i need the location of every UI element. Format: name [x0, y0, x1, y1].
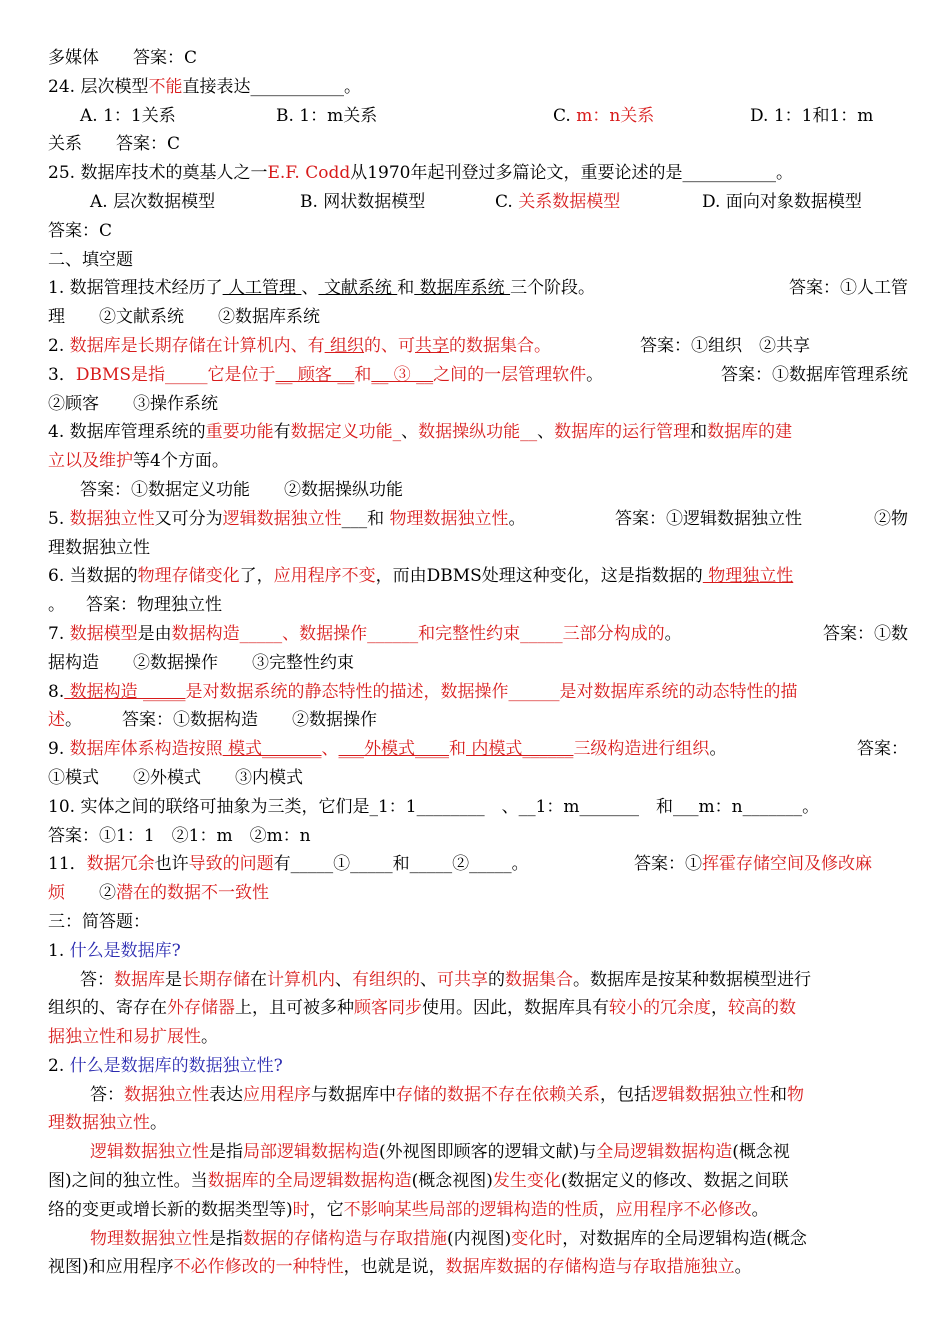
text-span: ②顾客 ③操作系统 [48, 393, 218, 414]
text-span: 、 [537, 422, 555, 443]
underlined-answer: 模式_______ [222, 739, 322, 760]
text-span: 理数据独立性 [48, 537, 150, 558]
text-line [48, 649, 908, 678]
highlight-span: 数据独立性 [124, 1084, 209, 1105]
highlight-span: 较高的数 [728, 998, 796, 1019]
text-span: 图)之间的独立性。当 [48, 1171, 208, 1192]
text-span: ，也就是说， [343, 1257, 446, 1278]
answer: 答案：①数据构造 ②数据操作 [122, 710, 377, 731]
text-span: 、 [420, 969, 437, 990]
fill-7 [48, 620, 908, 649]
text-span: (数据定义的修改、数据之间联 [560, 1171, 789, 1192]
text-span: 和 [367, 508, 385, 529]
text-line [48, 303, 908, 332]
highlight-span: 较小的冗余度 [609, 998, 711, 1019]
text-span: 。 [734, 1257, 752, 1278]
text-span: 有 [273, 854, 291, 875]
text-span: 从1970年起刊登过多篇论文，重要论述的是 [350, 163, 683, 184]
highlight-span: 它是位于 [207, 364, 276, 385]
text-line [48, 217, 908, 246]
highlight-span: 数据库 [114, 969, 165, 990]
answer-line [48, 476, 908, 505]
text-span: 25. 数据库技术的奠基人之一 [48, 163, 268, 184]
highlight-span: 数据冗余 [86, 854, 155, 875]
highlight-span: 数据操作______ [440, 681, 560, 702]
highlight-span: 数据库的建 [707, 422, 793, 443]
underlined-answer: 数据库系统 [414, 278, 511, 299]
option-d: D. 1：1和1：m [750, 105, 874, 126]
highlight-span: 导致的问题 [188, 854, 274, 875]
text-span: 答： [90, 1084, 124, 1105]
text-span: C. [495, 191, 519, 212]
highlight-span: 是对数据库系统的动态特性的描 [559, 681, 798, 702]
highlight-span: 数据构造_____ [171, 623, 283, 644]
text-span: 上，且可被多种 [235, 998, 354, 1019]
text-span: 、 [401, 422, 419, 443]
highlight-span: 顾客同步 [354, 998, 422, 1019]
underlined-answer: 组织 [324, 335, 365, 356]
text-span: (概念视图) [411, 1171, 493, 1192]
highlight-span: 的数据集合。 [449, 335, 552, 356]
highlight-span: 、 [321, 739, 339, 760]
highlight-span: 计算机内 [267, 969, 335, 990]
text-span: 2. [48, 335, 70, 356]
text-line [48, 591, 908, 620]
highlight-span: 应用程序 [243, 1084, 311, 1105]
text-span: 4. 数据库管理系统的 [48, 422, 206, 443]
text-line [48, 1253, 908, 1282]
text-span: 视图)和应用程序 [48, 1257, 174, 1278]
highlight-span: m：n关系 [576, 105, 655, 126]
text-span: 答案：C [48, 220, 113, 241]
text-span: 2. [48, 1055, 70, 1076]
text-span: ， [711, 998, 728, 1019]
text-line [48, 1138, 908, 1167]
highlight-span: 和完整性约束_____ [418, 623, 563, 644]
options-24 [48, 102, 908, 131]
highlight-span: 据独立性和易扩展性 [48, 1027, 201, 1048]
text-span: 7. [48, 623, 70, 644]
answer-line [48, 1081, 908, 1110]
highlight-span: 数据库的运行管理 [554, 422, 691, 443]
question-2 [48, 1052, 908, 1081]
highlight-span: 变化时 [511, 1228, 563, 1249]
highlight-span: 重要功能 [205, 422, 274, 443]
highlight-span: 逻辑数据独立性 [222, 508, 342, 529]
underlined-answer: 内模式______ [466, 739, 574, 760]
text-span: 。 [709, 739, 727, 760]
question-1 [48, 937, 908, 966]
highlight-span: 物理数据独立性 [389, 508, 509, 529]
text-span: 答： [80, 969, 114, 990]
options-25 [48, 188, 908, 217]
blank: _____ [165, 364, 208, 385]
text-span: 使用。因此，数据库具有 [422, 998, 609, 1019]
highlight-span: 和 [354, 364, 372, 385]
question-25 [48, 159, 908, 188]
text-span: 。数据库是按某种数据模型进行 [573, 969, 811, 990]
text-span: 组织的、寄存在 [48, 998, 167, 1019]
highlight-span: 时 [292, 1199, 310, 1220]
answer: 答案：①数 [823, 623, 908, 644]
text-span: 。 [508, 508, 526, 529]
highlight-span: 数据库数据的存储构造与存取措施独立 [445, 1257, 735, 1278]
text-line [48, 1023, 908, 1052]
highlight-span: 是对数据系统的静态特性的描述， [185, 681, 441, 702]
text-span: 在 [250, 969, 267, 990]
document-page [48, 44, 908, 1282]
highlight-span: 潜在的数据不一致性 [116, 883, 269, 904]
highlight-span: 数据的存储构造与存取措施 [243, 1228, 447, 1249]
text-span: 6. 当数据的 [48, 566, 138, 587]
option-d: D. 面向对象数据模型 [702, 191, 862, 212]
highlight-span: 挥霍存储空间及修改麻 [702, 854, 872, 875]
text-span: 。 [751, 1199, 769, 1220]
text-line [48, 822, 908, 851]
text-span: 是指 [209, 1142, 243, 1163]
highlight-span: 数据库是长期存储在计算机内、有 [69, 335, 325, 356]
fill-6 [48, 562, 908, 591]
text-span: 直接表达 [182, 76, 251, 97]
fill-1 [48, 274, 908, 303]
underlined-answer: 物理独立性 [702, 566, 794, 587]
fill-9 [48, 735, 908, 764]
text-span: (概念视 [732, 1142, 790, 1163]
blank: _____①_____ [290, 854, 393, 875]
text-line [48, 994, 908, 1023]
question-title: 什么是数据库的数据独立性? [69, 1055, 283, 1076]
text-span: 据构造 ②数据操作 ③完整性约束 [48, 652, 354, 673]
highlight-span: 数据操作______ [299, 623, 419, 644]
highlight-span: E.F. Codd [267, 163, 351, 184]
highlight-span: 数据集合 [505, 969, 573, 990]
highlight-span: 数据模型 [69, 623, 138, 644]
underlined-answer: 文献系统 [318, 278, 398, 299]
text-span: ② [65, 883, 116, 904]
highlight-span: 外存储器 [167, 998, 235, 1019]
answer: 答案： [857, 739, 908, 760]
text-span: 。 [201, 1027, 218, 1048]
text-span: 关系 答案：C [48, 134, 181, 155]
highlight-span: 关系数据模型 [518, 191, 621, 212]
highlight-span: 物理存储变化 [137, 566, 240, 587]
text-span: 10. 实体之间的联络可抽象为三类，它们是_1：1________ 、__1：m_______ 和___m：n_______。 [48, 796, 820, 817]
text-span: 。 [150, 1113, 167, 1134]
highlight-span: 和 [449, 739, 467, 760]
text-span: 多媒体 答案：C [48, 48, 198, 68]
highlight-span: 逻辑数据独立性 [651, 1084, 770, 1105]
text-span: 。 [664, 623, 682, 644]
text-span: 9. [48, 739, 70, 760]
option-b: B. 网状数据模型 [300, 191, 426, 212]
fill-2 [48, 332, 908, 361]
text-line [48, 879, 908, 908]
blank: _____②_____ [409, 854, 512, 875]
text-span: 和 [397, 278, 415, 299]
text-span: 三个阶段。 [510, 278, 596, 299]
question-title: 什么是数据库? [69, 940, 181, 961]
text-span: 11． [48, 854, 87, 875]
highlight-span: 全局逻辑数据构造 [596, 1142, 733, 1163]
text-span: 。 [65, 710, 82, 731]
option-b: B. 1：m关系 [276, 105, 378, 126]
text-span: 和 [770, 1084, 787, 1105]
text-line [48, 1109, 908, 1138]
highlight-span: 三级构造进行组织 [573, 739, 710, 760]
blank: ___________ [250, 76, 344, 97]
fill-8 [48, 678, 908, 707]
highlight-span: 不影响某些局部的逻辑构造的性质 [343, 1199, 599, 1220]
text-span: 又可分为 [154, 508, 223, 529]
text-line [48, 1225, 908, 1254]
text-span: 。 [586, 364, 604, 385]
option-c [495, 188, 620, 217]
text-span: ， [598, 1199, 616, 1220]
answer: ②物 [874, 508, 908, 529]
text-span: 。 [343, 76, 361, 97]
text-span: 表达 [209, 1084, 243, 1105]
highlight-span: 数据操纵功能__ [418, 422, 538, 443]
highlight-span: DBMS是指 [75, 364, 166, 385]
highlight-span: 数据库体系构造按照 [69, 739, 223, 760]
text-span: (内视图) [447, 1228, 512, 1249]
question-24 [48, 73, 908, 102]
text-span: 。 [511, 854, 529, 875]
text-line [48, 447, 908, 476]
text-span: (外视图即顾客的逻辑文献)与 [379, 1142, 597, 1163]
text-line [48, 1196, 908, 1225]
answer: 答案：物理独立性 [86, 595, 222, 616]
text-span: 等4个方面。 [133, 451, 229, 472]
highlight-span: 发生变化 [492, 1171, 561, 1192]
text-span: 也许 [154, 854, 189, 875]
fill-3 [48, 361, 908, 390]
option-c [553, 102, 654, 131]
underlined-answer: 共享 [415, 335, 450, 356]
text-span: 、 [335, 969, 352, 990]
fill-5 [48, 505, 908, 534]
blank: ___ [341, 508, 368, 529]
highlight-span: 烦 [48, 883, 65, 904]
text-line [48, 390, 908, 419]
option-a: A. 层次数据模型 [90, 191, 216, 212]
blank: ___________ [682, 163, 776, 184]
text-span: ，对数据库的全局逻辑构造(概念 [562, 1228, 807, 1249]
text-span: ，包括 [600, 1084, 651, 1105]
text-span: 。 [48, 595, 65, 616]
highlight-span: 述 [48, 710, 65, 731]
text-span: 5. [48, 508, 70, 529]
highlight-span: 数据库的全局逻辑数据构造 [207, 1171, 412, 1192]
text-span: 有 [273, 422, 291, 443]
highlight-span: 理数据独立性 [48, 1113, 150, 1134]
highlight-span: 长期存储 [182, 969, 250, 990]
highlight-span: 存储的数据不存在依赖关系 [396, 1084, 600, 1105]
highlight-span: 不必作修改的一种特性 [173, 1257, 344, 1278]
answer: 答案：①人工管 [789, 278, 908, 299]
answer-line [48, 966, 908, 995]
text-span: 三：简答题： [48, 911, 150, 932]
fill-11 [48, 850, 908, 879]
text-span: 和 [690, 422, 708, 443]
highlight-span: 、 [282, 623, 300, 644]
highlight-span: 逻辑数据独立性 [90, 1142, 209, 1163]
text-line [48, 764, 908, 793]
text-span: 和 [392, 854, 410, 875]
highlight-span: 应用程序不变 [273, 566, 376, 587]
text-line [48, 534, 908, 563]
text-span: ①模式 ②外模式 ③内模式 [48, 767, 303, 788]
text-span: 答案：① [634, 854, 702, 875]
text-span: 3． [48, 364, 76, 385]
answer: 答案：①组织 ②共享 [640, 335, 810, 356]
text-span: 答案：①数据定义功能 ②数据操纵功能 [80, 479, 403, 500]
underlined-answer: ___外模式____ [338, 739, 450, 760]
highlight-span: 之间的一层管理软件 [433, 364, 587, 385]
section-heading [48, 246, 908, 275]
fill-10 [48, 793, 908, 822]
underlined-answer: 数据构造 _____ [64, 681, 186, 702]
text-span: ，它 [309, 1199, 344, 1220]
highlight-span: 三部分构成的 [562, 623, 665, 644]
text-span: 络的变更或增长新的数据类型等) [48, 1199, 293, 1220]
text-span: 理 ②文献系统 ②数据库系统 [48, 307, 320, 328]
text-span: ，而由DBMS处理这种变化，这是指数据的 [375, 566, 703, 587]
text-span: 1. 数据管理技术经历了 [48, 278, 223, 299]
text-span: C. [553, 105, 577, 126]
text-span: 。 [776, 163, 793, 184]
section-heading [48, 908, 908, 937]
highlight-span: 物 [787, 1084, 804, 1105]
text-line [48, 130, 908, 159]
text-line [48, 1167, 908, 1196]
underlined-answer: 人工管理 [222, 278, 302, 299]
text-line [48, 44, 908, 73]
highlight-span: 不能 [148, 76, 183, 97]
text-span: 是 [165, 969, 182, 990]
text-span: 1. [48, 940, 70, 961]
text-span: 24. 层次模型 [48, 76, 149, 97]
text-span: 8. [48, 681, 65, 702]
highlight-span: 立以及维护 [48, 451, 133, 472]
text-span: 的 [488, 969, 505, 990]
text-line [48, 706, 908, 735]
text-span: 、 [301, 278, 319, 299]
answer [634, 850, 872, 879]
highlight-span: 可共享 [437, 969, 488, 990]
text-span: 二、填空题 [48, 249, 133, 270]
highlight-span: 的、可 [364, 335, 416, 356]
text-span: 答案：①1：1 ②1：m ②m：n [48, 825, 311, 846]
text-span: 是指 [209, 1228, 243, 1249]
highlight-span: 数据独立性 [69, 508, 155, 529]
text-span: 了， [239, 566, 274, 587]
highlight-span: 物理数据独立性 [90, 1228, 209, 1249]
highlight-span: 有组织的 [352, 969, 420, 990]
highlight-span: 局部逻辑数据构造 [243, 1142, 379, 1163]
fill-4 [48, 418, 908, 447]
highlight-span: 应用程序不必修改 [615, 1199, 752, 1220]
underlined-answer: __ 顾客 __ [275, 364, 355, 385]
answer: 答案：①数据库管理系统 [721, 364, 908, 385]
option-a: A. 1：1关系 [80, 105, 176, 126]
highlight-span: 数据定义功能_ [290, 422, 402, 443]
text-span: 与数据库中 [311, 1084, 396, 1105]
answer: 答案：①逻辑数据独立性 [615, 508, 802, 529]
text-span: 是由 [137, 623, 172, 644]
underlined-answer: __ ③ __ [371, 364, 434, 385]
